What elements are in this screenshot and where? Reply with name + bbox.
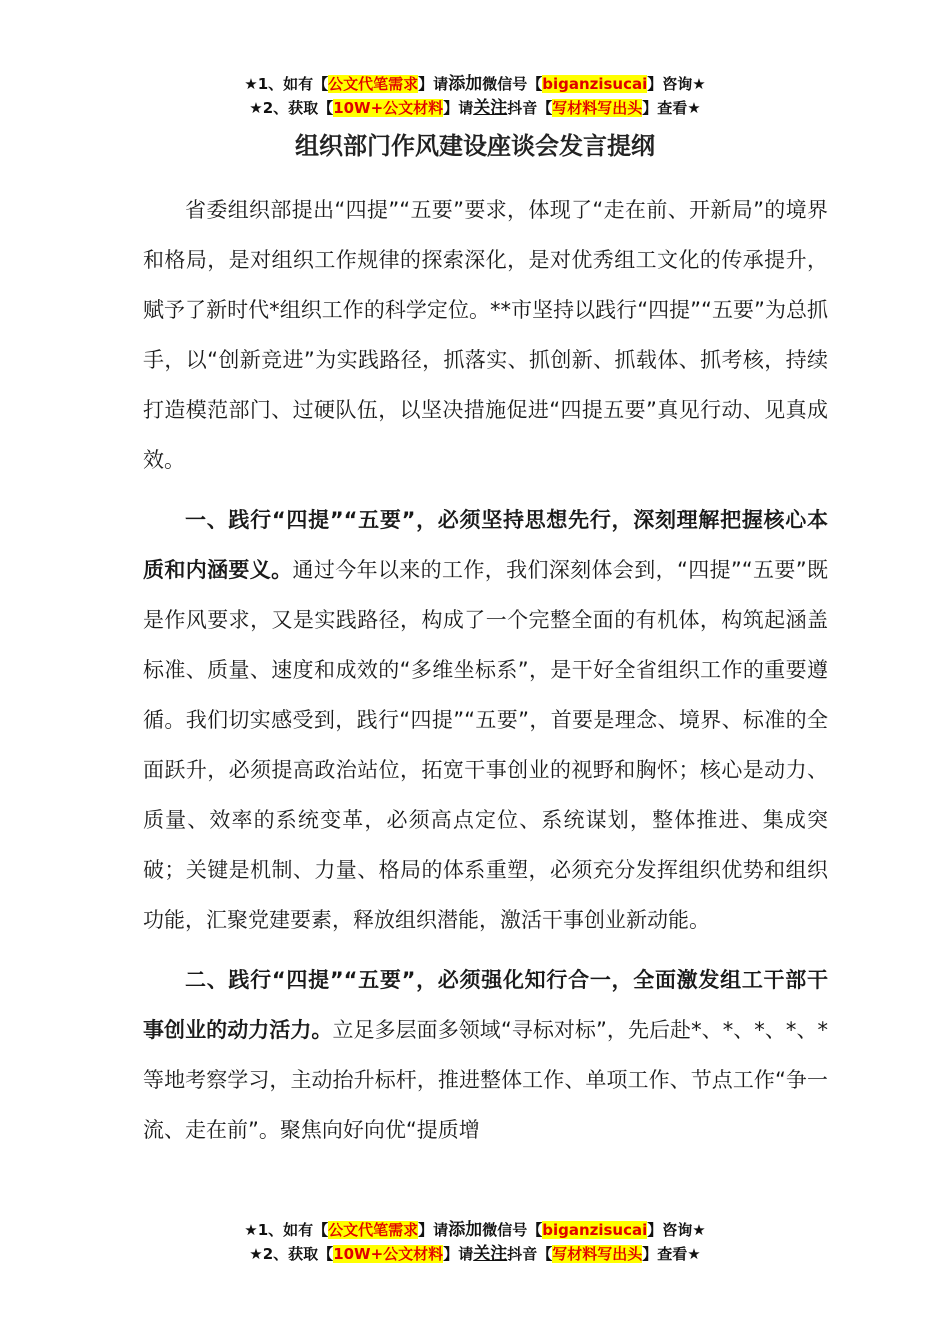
section-2-paragraph [143,955,828,1155]
footer-highlight-materials: 10W+公文材料 [333,1245,444,1263]
banner-highlight-service: 公文代笔需求 [328,75,419,93]
banner-highlight-douyin: 写材料写出头 [552,99,643,117]
footer-highlight-wechat-id: biganzisucai [542,1221,648,1239]
banner-highlight-wechat-id: biganzisucai [542,75,648,93]
section-1-heading: 一、践行“四提”“五要”，必须坚持思想先行，深刻理解把握核心本质和内涵要义。 [143,508,828,582]
section-2-body: 立足多层面多领域“寻标对标”，先后赴*、*、*、*、*等地考察学习，主动抬升标杆，推进整体工作、单项工作、节点工作“争一流、走在前”。聚焦向好向优“提质增 [143,1018,828,1142]
section-2-heading: 二、践行“四提”“五要”，必须强化知行合一，全面激发组工干部干事创业的动力活力。 [143,968,828,1042]
footer-highlight-douyin: 写材料写出头 [552,1245,643,1263]
footer-line-1: ★1、如有【公文代笔需求】请添加微信号【biganzisucai】咨询★ [244,1220,706,1240]
section-1-paragraph [143,495,828,945]
intro-paragraph: 省委组织部提出“四提”“五要”要求，体现了“走在前、开新局”的境界和格局，是对组织工作规律的探索深化，是对优秀组工文化的传承提升，赋予了新时代*组织工作的科学定位。**市坚持以践行“四提”“五要”为总抓手，以“创新竞进”为实践路径，抓落实、抓创新、抓载体、抓考核，持续打造模范部门、过硬队伍，以坚决措施促进“四提五要”真见行动、见真成效。 [143,198,828,472]
banner-line-1: ★1、如有【公文代笔需求】请添加微信号【biganzisucai】咨询★ [244,74,706,94]
header-banner [0,72,950,120]
banner-line-2: ★2、获取【10W+公文材料】请关注抖音【写材料写出头】查看★ [249,98,701,118]
footer-line-2: ★2、获取【10W+公文材料】请关注抖音【写材料写出头】查看★ [249,1244,701,1264]
document-title: 组织部门作风建设座谈会发言提纲 [295,132,655,160]
document-body [143,185,828,1165]
footer-highlight-service: 公文代笔需求 [328,1221,419,1239]
banner-highlight-materials: 10W+公文材料 [333,99,444,117]
footer-banner [0,1218,950,1266]
section-1-body: 通过今年以来的工作，我们深刻体会到，“四提”“五要”既是作风要求，又是实践路径，构成了一个完整全面的有机体，构筑起涵盖标准、质量、速度和成效的“多维坐标系”，是干好全省组织工作的重要遵循。我们切实感受到，践行“四提”“五要”，首要是理念、境界、标准的全面跃升，必须提高政治站位，拓宽干事创业的视野和胸怀；核心是动力、质量、效率的系统变革，必须高点定位、系统谋划，整体推进、集成突破；关键是机制、力量、格局的体系重塑，必须充分发挥组织优势和组织功能，汇聚党建要素，释放组织潜能，激活干事创业新动能。 [143,558,829,932]
